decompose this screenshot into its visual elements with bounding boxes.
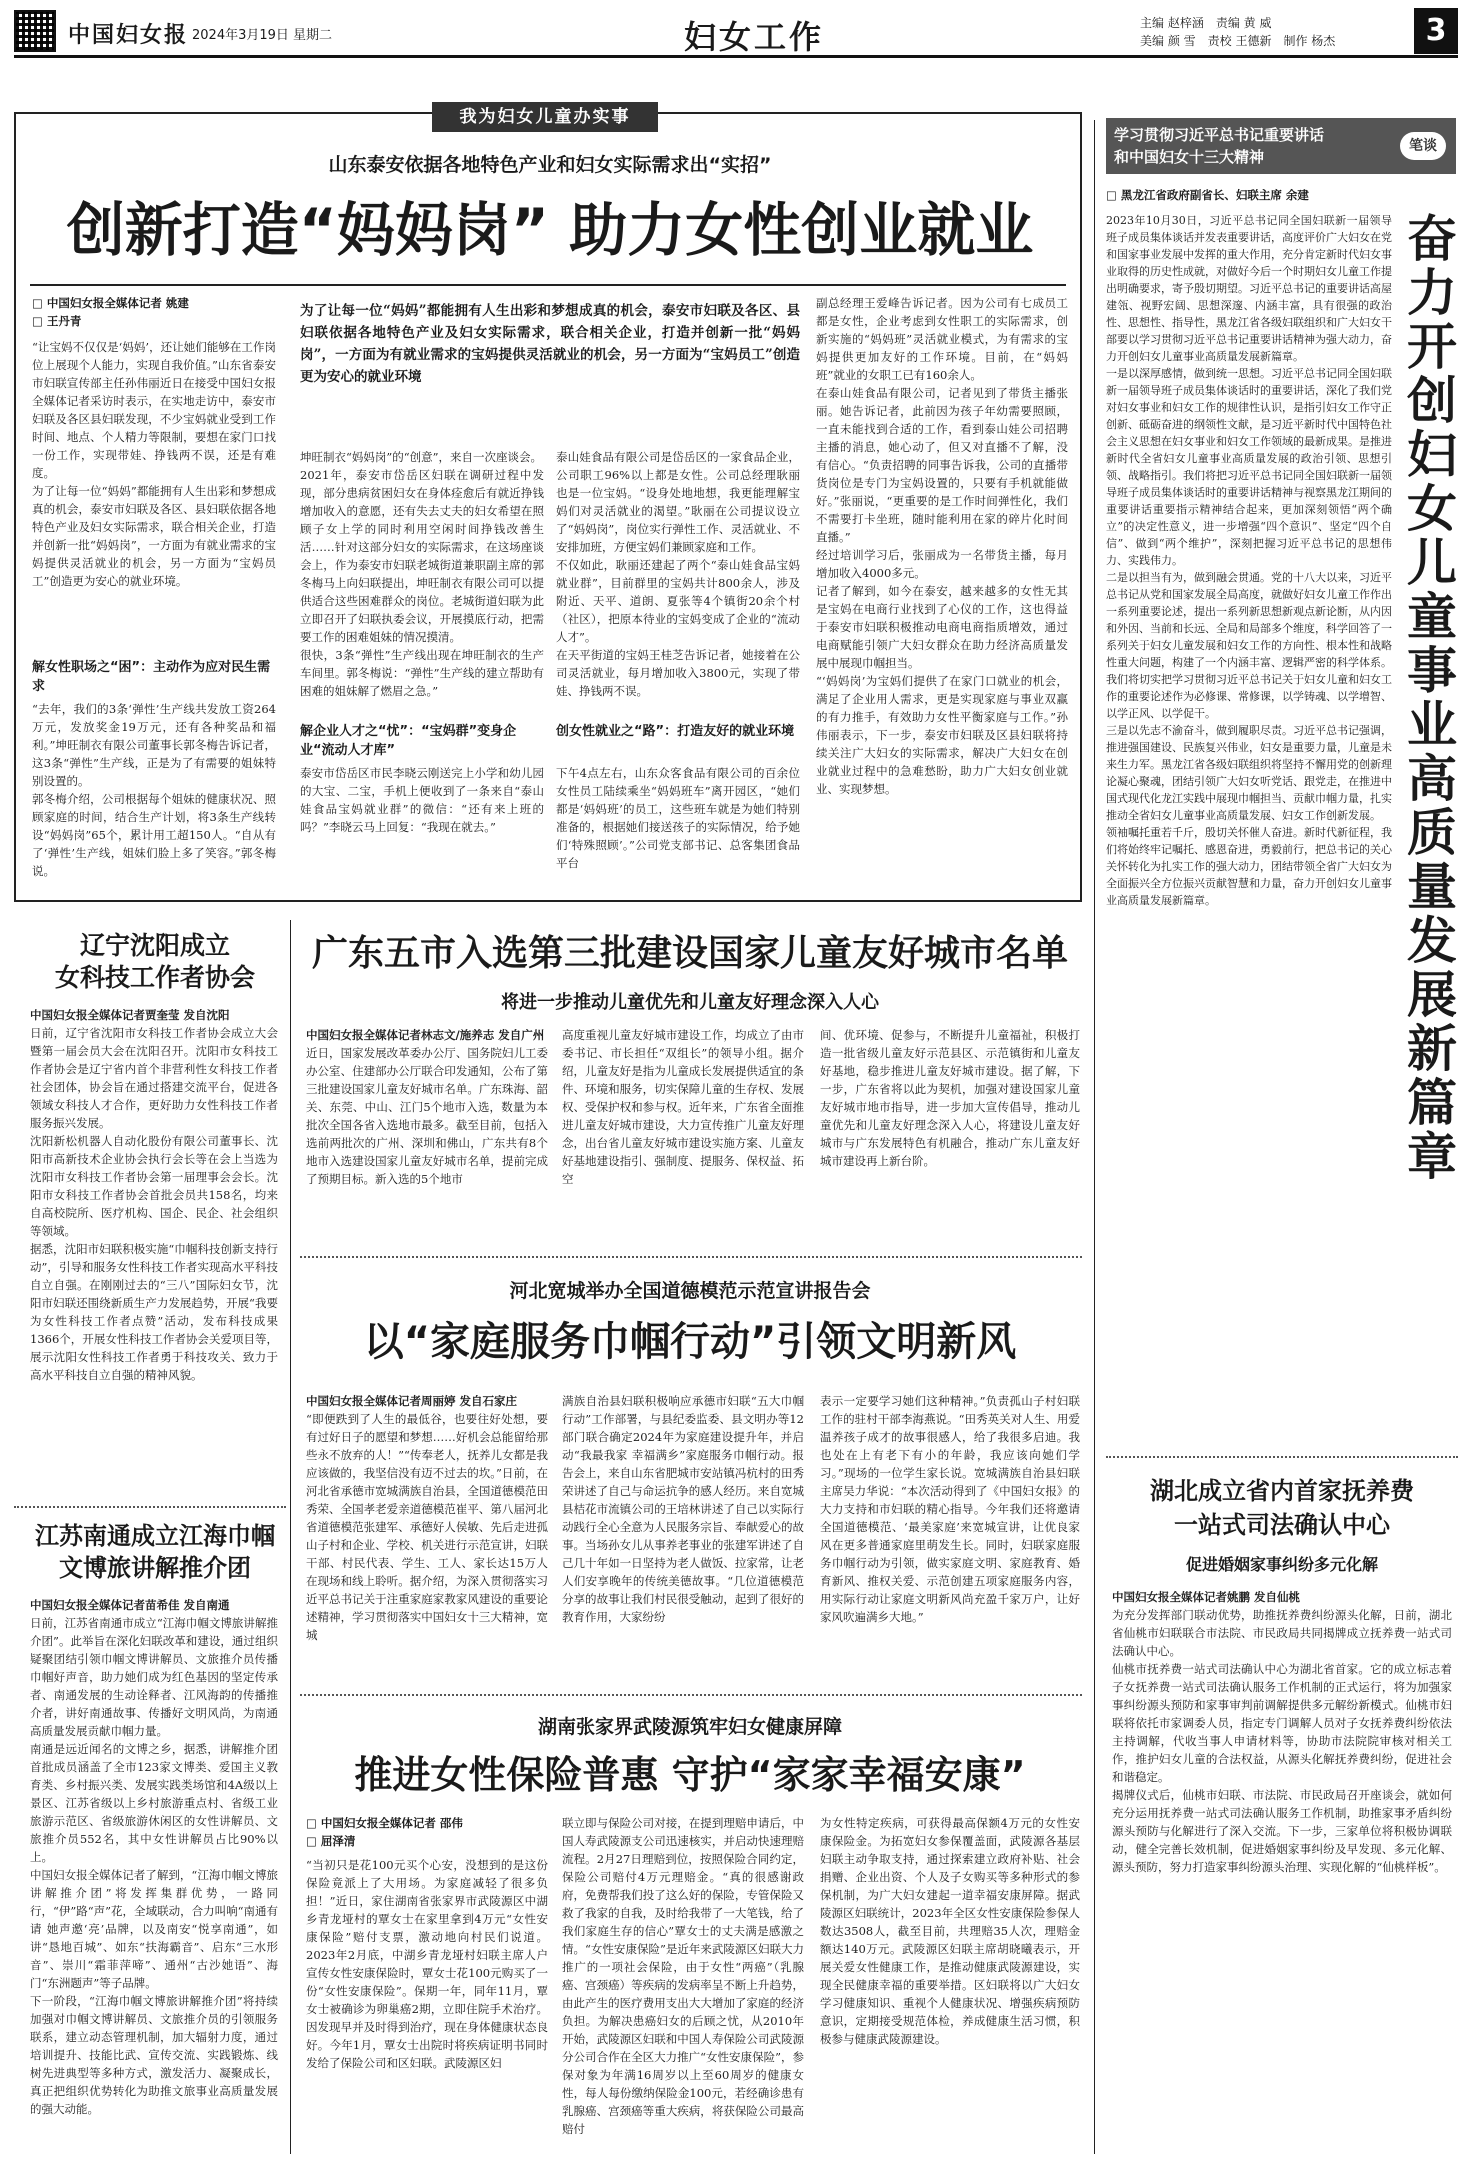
guangdong-col3: 间、优环境、促参与，不断提升儿童福祉，积极打造一批省级儿童友好示范县区、示范镇街和儿童友好基地，稳步推进儿童友好城市建设。据了解，下一步，广东省将以此为契机，加强对建设国家儿童友好城市地市指导，进一步加大宣传倡导，推动儿童优先和儿童友好理念深入人心，将建设儿童友好城市与广东发展特色有机融合，推动广东儿童友好城市建设再上新台阶。 xyxy=(820,1028,1080,1168)
jiangsu-article: 中国妇女报全媒体记者苗希佳 发自南通 日前，江苏省南通市成立“江海巾帼文博旅讲解推介团”。此举旨在深化妇联改革和建设，通过组织疑聚团结引领巾帼文博讲解员、文旅推介员传播巾帼好声音，助力她们成为红色基因的坚定传承者、南通发展的生动诠释者、江风海韵的传播推介者，讲好南通故事、传播好文明风尚，为南通高质量发展贡献巾帼力量。 南通是远近闻名的文博之乡，据悉，讲解推介团首批成员涵盖了全市123家文博类、爱国主义教育类、乡村振兴类、发展实践类场馆和4A级以上景区、江苏省级以上乡村旅游重点村、省级工业旅游示范区、省级旅游休闲区的女性讲解员、文旅推介员552名，其中女性讲解员占比90%以上。 中国妇女报全媒体记者了解到，“江海巾帼文博旅讲解推介团”将发挥集群优势，一路同行，“伊”路“声”花，全域联动，合力叫响“南通有请 她声邀‘亮’品牌，以及南安“悦享南通”，如讲“恳地百城”、如东“扶海霸音”、启东“三水形音”、崇川“霜菲萍啼”、通州“古沙她语”、海门“东洲题声”等子品牌。 下一阶段，“江海巾帼文博旅讲解推介团”将持续加强对巾帼文博讲解员、文旅推介员的引领服务联系，建立动态管理机制，加大辐射力度，通过培训提升、技能比武、宣传交流、实践锻炼、线树先进典型等多种方式，激发活力、凝聚成长，真正把组织优势转化为助推文旅事业高质量发展的强大动能。 xyxy=(30,1598,278,2116)
issue-date: 2024年3月19日 星期二 xyxy=(192,28,333,43)
hunan-kicker: 湖南张家界武陵源筑牢妇女健康屏障 xyxy=(537,1716,842,1738)
top-story-col1: “让宝妈不仅仅是‘妈妈’，还让她们能够在工作岗位上展现个人能力，实现自我价值。”山东省泰安市妇联宣传部主任孙伟丽近日在接受中国妇女报全媒体记者采访时表示，在实地走访中，泰安市妇联及各区县妇联发现，不少宝妈就业受到工作时间、地点、个人精力等限制，要想在家门口找一份工作，实现带娃、挣钱两不误，还是有难度。 为了让每一位“妈妈”都能拥有人生出彩和梦想成真的机会，泰安市妇联及各区、县妇联依据各地特色产业及妇女实际需求，联合相关企业，打造并创新一批“妈妈岗”，一方面为有就业需求的宝妈提供灵活就业的机会，另一方面为“宝妈员工”创造更为安心的就业环境。 xyxy=(32,340,276,588)
hunan-headline: 推进女性保险普惠 守护“家家幸福安康” xyxy=(354,1753,1026,1797)
study-column-tag: 学习贯彻习近平总书记重要讲话 和中国妇女十三大精神 笔谈 xyxy=(1106,118,1456,174)
hebei-col2: 满族自治县妇联积极响应承德市妇联“五大巾帼行动”工作部署，与县纪委监委、县文明办等12部门联合确定2024年为家庭建设提升年，并启动“我最我家 幸福满乡”家庭服务巾帼行动。报告会上，来自山东省肥城市安站镇冯杭村的田秀荣讲述了自己与命运抗争的感人经历。来自宽城县桔花市流镇公司的王培林讲述了自己以实际行动践行全心全意为人民服务宗旨、奉献爱心的故事。当场孙女儿从事养老事业的张建军讲述了自己几十年如一日坚持为老人做饭、拉家常，让老人们安享晚年的传统美德故事。“几位道德模范分享的故事让我们村民很受触动，起到了很好的教育作用，大家纷纷 xyxy=(562,1394,804,1624)
editor-credits: 主编 赵梓涵 责编 黄 威 美编 颜 雪 责校 王德新 制作 杨杰 xyxy=(1140,16,1336,48)
section-title: 妇女工作 xyxy=(684,18,825,56)
left-section-divider xyxy=(14,1506,286,1508)
sidebar-divider xyxy=(1094,120,1095,2154)
guangdong-col1: 中国妇女报全媒体记者林志文/施养志 发自广州 近日，国家发展改革委办公厅、国务院妇儿工委办公室、住建部办公厅联合印发通知，公布了第三批建设国家儿童友好城市名单。广东珠海、韶关、东莞、中山、江门5个地市入选，数量为本批次全国各省入选地市最多。截至目前，包括入选前两批次的广州、深圳和佛山，广东共有8个地市入选建设国家儿童友好城市名单，提前完成了预期目标。新入选的5个地市 xyxy=(306,1028,548,1186)
top-story-subhead-1: 解女性职场之“困”：主动作为应对民生需求 xyxy=(32,660,271,694)
top-story-kicker: 山东泰安依据各地特色产业和妇女实际需求出“实招” xyxy=(328,154,772,176)
hubei-headline: 湖北成立省内首家抚养费 一站式司法确认中心 xyxy=(1150,1477,1414,1539)
jiangsu-headline: 江苏南通成立江海巾帼 文博旅讲解推介团 xyxy=(35,1522,275,1582)
sidebar-headline: 奋力开创妇女儿童事业高质量发展新篇章 xyxy=(1399,212,1457,1184)
top-story-col3: 泰山娃食品有限公司是岱岳区的一家食品企业，公司职工96%以上都是女性。公司总经理耿丽也是一位宝妈。“设身处地地想，我更能理解宝妈们对灵活就业的渴望。”耿丽在公司提议设立了“妈妈岗”，岗位实行弹性工作、灵活就业、不安排加班，方便宝妈们兼顾家庭和工作。 不仅如此，耿丽还建起了两个“泰山娃食品宝妈就业群”，目前群里的宝妈共计800余人，涉及附近、天平、道朗、夏张等4个镇街20余个村（社区），把原本待业的宝妈变成了企业的“流动人才”。 在天平街道的宝妈王桂芝告诉记者，她接着在公司灵活就业，每月增加收入3800元，实现了带娃、挣钱两不误。 xyxy=(556,450,800,698)
hubei-subhead: 促进婚姻家事纠纷多元化解 xyxy=(1185,1555,1378,1574)
sidebar-section-divider xyxy=(1106,1456,1458,1458)
column-divider xyxy=(290,920,291,2154)
top-story-headline: 创新打造“妈妈岗” 助力女性创业就业 xyxy=(66,196,1034,264)
hunan-byline-2: □ 屈泽清 xyxy=(306,1834,356,1848)
sidebar-article: 2023年10月30日，习近平总书记同全国妇联新一届领导班子成员集体谈话并发表重要讲话，高度评价广大妇女在党和国家事业发展中发挥的重大作用，充分肯定新时代妇女事业取得的历史性成就，对做好今后一个时期妇女儿童工作提出明确要求，寄予殷切期望。习近平总书记的重要讲话高屋建瓴、视野宏阔、思想深邃、内涵丰富，具有很强的政治性、思想性、指导性，黑龙江省各级妇联组织和广大妇女干部要以学习贯彻习近平总书记重要讲话精神为强大动力，奋力开创妇女儿童事业高质量发展新篇章。 一是以深厚感情，做到统一思想。习近平总书记同全国妇联新一届领导班子成员集体谈话时的重要讲话，深化了我们党对妇女事业和妇女工作的规律性认识，是指引妇女工作守正创新、砥砺奋进的纲领性文献，是习近平新时代中国特色社会主义思想在妇女事业和妇女工作领域的最新成果。是推进新时代全省妇女儿童事业高质量发展的政治引领、思想引领、战略指引。我们将把习近平总书记同全国妇联新一届领导班子成员集体谈话时的重要讲话精神与视察黑龙江期间的重要讲话重要指示精神结合起来，更加深刻领悟“两个确立”的决定性意义，进一步增强“四个意识”、坚定“四个自信”、做到“两个维护”，深刻把握习近平总书记的思想伟力、实践伟力。 二是以担当有为，做到融会贯通。党的十八大以来，习近平总书记从党和国家发展全局高度，就做好妇女儿童工作作出一系列重要论述，提出一系列新思想新观点新论断，从内因和外因、当前和长远、全局和局部多个维度，科学回答了一系列关于妇女儿童发展和妇女工作的方向性、根本性和战略性重大问题，构建了一个内涵丰富、逻辑严密的科学体系。我们将切实把学习贯彻习近平总书记关于妇女儿童和妇女工作的重要论述作为必修课、常修课，以学铸魂、以学增智、以学正风、以学促干。 三是以先志不渝奋斗，做到履职尽责。习近平总书记强调，推进强国建设、民族复兴伟业，妇女是重要力量，儿童是未来生力军。黑龙江省各级妇联组织将坚持不懈用党的创新理论凝心聚魂，团结引领广大妇女听党话、跟党走，在推进中国式现代化龙江实践中展现巾帼担当、贡献巾帼力量，扎实推动全省妇女儿童事业高质量发展、妇女工作创新发展。 领袖嘱托重若千斤，殷切关怀催人奋进。新时代新征程，我们将始终牢记嘱托、感恩奋进，勇毅前行，把总书记的关心关怀转化为扎实工作的强大动力，团结带领全省广大妇女为全面振兴全方位振兴贡献智慧和力量，奋力开创妇女儿童事业高质量发展新篇章。 xyxy=(1106,214,1392,907)
masthead xyxy=(14,8,1458,58)
section-divider xyxy=(300,1256,1082,1258)
hebei-col1: 中国妇女报全媒体记者周丽婷 发自石家庄 “即便跌到了人生的最低谷，也要往好处想，要有过好日子的愿望和梦想……好机会总能留给那些永不放弃的人！”“传奉老人，抚养儿女都是我应该做的，我坚信没有迈不过去的坎。”日前，在河北省承德市宽城满族自治县，全国道德模范田秀荣、全国孝老爱亲道德模范崔平、第八届河北省道德模范张建军、承德好人侯敏、先后走进孤山子村和企业、学校、机关进行示范宣讲，妇联干部、村民代表、学生、工人、家长达15万人在现场和线上聆听。据介绍，为深入贯彻落实习近平总书记关于注重家庭家教家风建设的重要论述精神，学习贯彻落实中国妇女十三大精神，宽城 xyxy=(306,1394,548,1642)
section-divider-2 xyxy=(300,1694,1082,1696)
top-story-col4: 副总经理王爱峰告诉记者。因为公司有七成员工都是女性，企业考虑到女性职工的实际需求，创新实施的“妈妈班”灵活就业模式，为有需求的宝妈提供更加友好的工作环境。目前，在“妈妈班”就业的女职工已有160余人。 在泰山娃食品有限公司，记者见到了带货主播张丽。她告诉记者，此前因为孩子年幼需要照顾，一直未能找到合适的工作，看到泰山娃公司招聘主播的消息，她心动了，但又对直播不了解，没有信心。“负责招聘的同事告诉我，公司的直播带货岗位是专门为宝妈设置的，只要有手机就能做好。”张丽说，“更重要的是工作时间弹性化，我们不需要打卡坐班，随时能利用在家的碎片化时间直播。” 经过培训学习后，张丽成为一名带货主播，每月增加收入4000多元。 记者了解到，如今在泰安，越来越多的女性无其是宝妈在电商行业找到了心仪的工作，这也得益于泰安市妇联积极推动电商电商指质增效，通过电商赋能引领广大妇女群众在助力经济高质量发展中展现巾帼担当。 “‘妈妈岗’为宝妈们提供了在家门口就业的机会，满足了企业用人需求，更是实现家庭与事业双赢的有力推手，有效助力女性平衡家庭与工作。”孙伟丽表示，下一步，泰安市妇联及区县妇联将持续关注广大妇女的实际需求，解决广大妇女在创业就业过程中的急难愁盼，助力广大妇女创业就业、实现梦想。 xyxy=(816,296,1068,796)
hebei-headline: 以“家庭服务巾帼行动”引领文明新风 xyxy=(363,1319,1017,1365)
hubei-article: 中国妇女报全媒体记者姚鹏 发自仙桃 为充分发挥部门联动优势，助推抚养费纠纷源头化解，日前，湖北省仙桃市妇联联合市法院、市民政局共同揭牌成立抚养费一站式司法确认中心。 仙桃市抚养费一站式司法确认中心为湖北省首家。它的成立标志着子女抚养费一站式司法确认服务工作机制的正式运行，将为加强家事纠纷源头预防和家事审判前调解提供多元解纷新模式。仙桃市妇联将依托市家调委人员，指定专门调解人员对子女抚养费纠纷依法主持调解，代收当事人申请材料等，协助市法院院审核对相关工作，推护妇女儿童的合法权益，从源头化解抚养费纠纷，促进社会和谐稳定。 揭牌仪式后，仙桃市妇联、市法院、市民政局召开座谈会，就如何充分运用抚养费一站式司法确认服务工作机制，助推家事矛盾纠纷源头预防与化解进行了深入交流。下一步，三家单位将积极协调联动，健全完善长效机制，促进婚姻家事纠纷及早发现、多元化解、源头预防，努力打造家事纠纷源头治理、实现化解的“仙桃样板”。 xyxy=(1112,1590,1452,1874)
top-story-subhead-2: 解企业人才之“忧”：“宝妈群”变身企业“流动人才库” xyxy=(300,724,517,758)
liaoning-headline: 辽宁沈阳成立 女科技工作者协会 xyxy=(54,931,255,992)
newspaper-name: 中国妇女报 xyxy=(68,22,189,48)
top-story-lead: 为了让每一位“妈妈”都能拥有人生出彩和梦想成真的机会，泰安市妇联及各区、县妇联依据各地特色产业及妇女实际需求，联合相关企业，打造并创新一批“妈妈岗”，一方面为有就业需求的宝妈提供灵活就业的机会，另一方面为“宝妈员工”创造更为安心的就业环境 xyxy=(300,303,800,385)
guangdong-headline: 广东五市入选第三批建设国家儿童友好城市名单 xyxy=(311,933,1068,974)
column-banner: 我为妇女儿童办实事 xyxy=(432,102,658,132)
top-story-col2: 坤旺制衣“妈妈岗”的“创意”，来自一次座谈会。 2021年，泰安市岱岳区妇联在调研过程中发现，部分患病贫困妇女在身体痊愈后有就近挣钱增加收入的意愿，还有失去丈夫的妇女希望在照顾子女上学的同时利用空闲时间挣钱改善生活……针对这部分妇女的实际需求，在这场座谈会上，作为泰安市妇联老城街道兼职副主席的郭冬梅马上向妇联提出，坤旺制衣有限公司可以提供适合这些困难群众的岗位。老城街道妇联为此立即召开了妇联执委会议，开展摸底行动，把需要工作的困难姐妹的情况摸清。 很快，3条“弹性”生产线出现在坤旺制衣的生产车间里。郭冬梅说：“弹性”生产线的建立帮助有困难的姐妹解了燃眉之急。” xyxy=(300,450,544,698)
top-story-col3-b: 下午4点左右，山东众客食品有限公司的百余位女性员工陆续乘坐“妈妈班车”离开园区，“她们都是‘妈妈班’的员工，这些班车就是为她们特别准备的，根据她们接送孩子的实际情况，给予她们‘特殊照顾’。”公司党支部书记、总客集团食品平台 xyxy=(556,766,800,870)
top-story-col1-b: “去年，我们的3条‘弹性’生产线共发放工资264万元，发放奖金19万元，还有各种奖品和福利。”坤旺制衣有限公司董事长郭冬梅告诉记者，这3条“弹性”生产线，正是为了有需要的姐妹特别设置的。 郭冬梅介绍，公司根据每个姐妹的健康状况、照顾家庭的时间，结合生产计划，将3条生产线转设“妈妈岗”65个，累计用工超150人。“自从有了‘弹性’生产线，姐妹们脸上多了笑容。”郭冬梅说。 xyxy=(32,702,276,878)
top-story-byline: □ 中国妇女报全媒体记者 姚建 xyxy=(32,296,189,310)
hunan-col2: 联立即与保险公司对接，在提到理赔申请后，中国人寿武陵源支公司迅速核实，并启动快速理赔流程。2月27日理赔到位，按照保险合同约定，保险公司赔付4万元理赔金。“真的很感谢政府，免费帮我们投了这么好的保险，专管保险又救了我家的自我，及时给我带了一大笔钱，给了我们家庭生存的信心”覃女士的丈夫满是感激之情。“女性安康保险”是近年来武陵源区妇联大力推广的一项社会保险，由于女性“两癌”（乳腺癌、宫颈癌）等疾病的发病率呈不断上升趋势，由此产生的医疗费用支出大大增加了家庭的经济负担。为解决患癌妇女的后顾之忧，从2010年开始，武陵源区妇联和中国人寿保险公司武陵源分公司合作在全区大力推广“女性安康保险”，参保对象为年满16周岁以上至60周岁的健康女性，每人每份缴纳保险金100元，若经确诊患有乳腺癌、宫颈癌等重大疾病，将获保险公司最高赔付 xyxy=(562,1816,804,2136)
hunan-byline: □ 中国妇女报全媒体记者 邵伟 xyxy=(306,1816,463,1830)
hebei-col3: 表示一定要学习她们这种精神。”负责孤山子村妇联工作的驻村干部李海燕说。“田秀英关对人生、用爱温养孩子成才的故事很感人，给了我很多启迪。我也处在上有老下有小的年龄，我应该向她们学习。”现场的一位学生家长说。宽城满族自治县妇联主席吴力华说：“本次活动得到了《中国妇女报》的大力支持和市妇联的精心指导。今年我们还将邀请全国道德模范、‘最美家庭’来宽城宣讲，让优良家风在更多普通家庭里萌发生长。同时，妇联家庭服务巾帼行动为引领，做实家庭文明、家庭教育、婚育新风、推权关爱、示范创建五项家庭服务内容，用实际行动让家庭文明新风尚充盈千家万户，让好家风吹遍满乡大地。” xyxy=(820,1394,1080,1624)
hebei-kicker: 河北宽城举办全国道德模范示范宣讲报告会 xyxy=(509,1280,871,1302)
guangdong-col2: 高度重视儿童友好城市建设工作，均成立了由市委书记、市长担任“双组长”的领导小组。据介绍，儿童友好是指为儿童成长发展提供适宜的条件、环境和服务，切实保障儿童的生存权、发展权、受保护权和参与权。近年来，广东省全面推进儿童友好城市建设，大力宣传推广儿童友好理念，出台省儿童友好城市建设实施方案、儿童友好基地建设指引、强制度、提服务、保权益、拓空 xyxy=(562,1028,804,1186)
liaoning-article: 中国妇女报全媒体记者贾奎莹 发自沈阳 日前，辽宁省沈阳市女科技工作者协会成立大会暨第一届会员大会在沈阳召开。沈阳市女科技工作者协会是辽宁省内首个非营利性女科技工作者社会团体，协会旨在通过搭建交流平台，促进各领域女科技人才合作，更好助力女性科技工作者服务振兴发展。 沈阳新松机器人自动化股份有限公司董事长、沈阳市高新技术企业协会执行会长等在会上当选为沈阳市女科技工作者协会第一届理事会会长。沈阳市女科技工作者协会首批会员共158名，均来自高校院所、医疗机构、国企、民企、社会组织等领域。 据悉，沈阳市妇联积极实施“巾帼科技创新支持行动”，引导和服务女性科技工作者实现高水平科技自立自强。在刚刚过去的“三八”国际妇女节，沈阳市妇联还围绕新质生产力发展趋势，开展“我要为女性科技工作者点赞”活动，发布科技成果1366个，开展女性科技工作者协会关爱项目等，展示沈阳女性科技工作者勇于科技攻关、致力于高水平科技自立自强的精神风貌。 xyxy=(30,1008,278,1382)
divider xyxy=(30,284,1066,286)
hunan-col3: 为女性特定疾病，可获得最高保额4万元的女性安康保险金。为拓宽妇女参保覆盖面，武陵源各基层妇联主动争取支持，通过探索建立政府补贴、社会捐赠、企业出资、个人及子女购买等多种形式的参保机制，为广大妇女建起一道幸福安康屏障。据武陵源区妇联统计，2023年全区女性安康保险参保人数达3508人，截至目前，共理赔35人次，理赔金额达140万元。武陵源区妇联主席胡晓曦表示，开展关爱女性健康工作，是推动健康武陵源建设，实现全民健康幸福的重要举措。区妇联将以广大妇女学习健康知识、重视个人健康状况、增强疾病预防意识，定期接受规范体检，养成健康生活习惯，积极参与健康武陵源建设。 xyxy=(820,1816,1080,2046)
top-story-col2-b: 泰安市岱岳区市民李晓云刚送完上小学和幼儿园的大宝、二宝，手机上便收到了一条来自“泰山娃食品宝妈就业群”的微信：“还有来上班的吗？”李晓云马上回复：“我现在就去。” xyxy=(300,766,544,834)
guangdong-subhead: 将进一步推动儿童优先和儿童友好理念深入人心 xyxy=(501,992,879,1013)
qr-code-icon xyxy=(14,10,56,52)
top-story-subhead-3: 创女性就业之“路”：打造友好的就业环境 xyxy=(556,724,795,739)
sidebar-byline: □ 黑龙江省政府副省长、妇联主席 余建 xyxy=(1106,188,1309,202)
essay-badge: 笔谈 xyxy=(1400,132,1446,160)
hunan-col1: “当初只是花100元买个心安，没想到的是这份保险竟派上了大用场。为家庭减轻了很多负担！”近日，家住湖南省张家界市武陵源区中湖乡青龙垭村的覃女士在家里拿到4万元“女性安康保险”赔付支票，激动地向村民们说道。2023年2月底，中湖乡青龙垭村妇联主席人户宣传女性安康保险时，覃女士花100元购买了一份“女性安康保险”。保期一年，同年11月，覃女士被确诊为卵巢癌2期，立即住院手术治疗。因发现早并及时得到治疗，现在身体健康状态良好。今年1月，覃女士出院时将疾病证明书同时发给了保险公司和区妇联。武陵源区妇 xyxy=(306,1858,548,2070)
page-number: 3 xyxy=(1414,8,1458,54)
top-story-byline-2: □ 王丹青 xyxy=(32,314,82,328)
